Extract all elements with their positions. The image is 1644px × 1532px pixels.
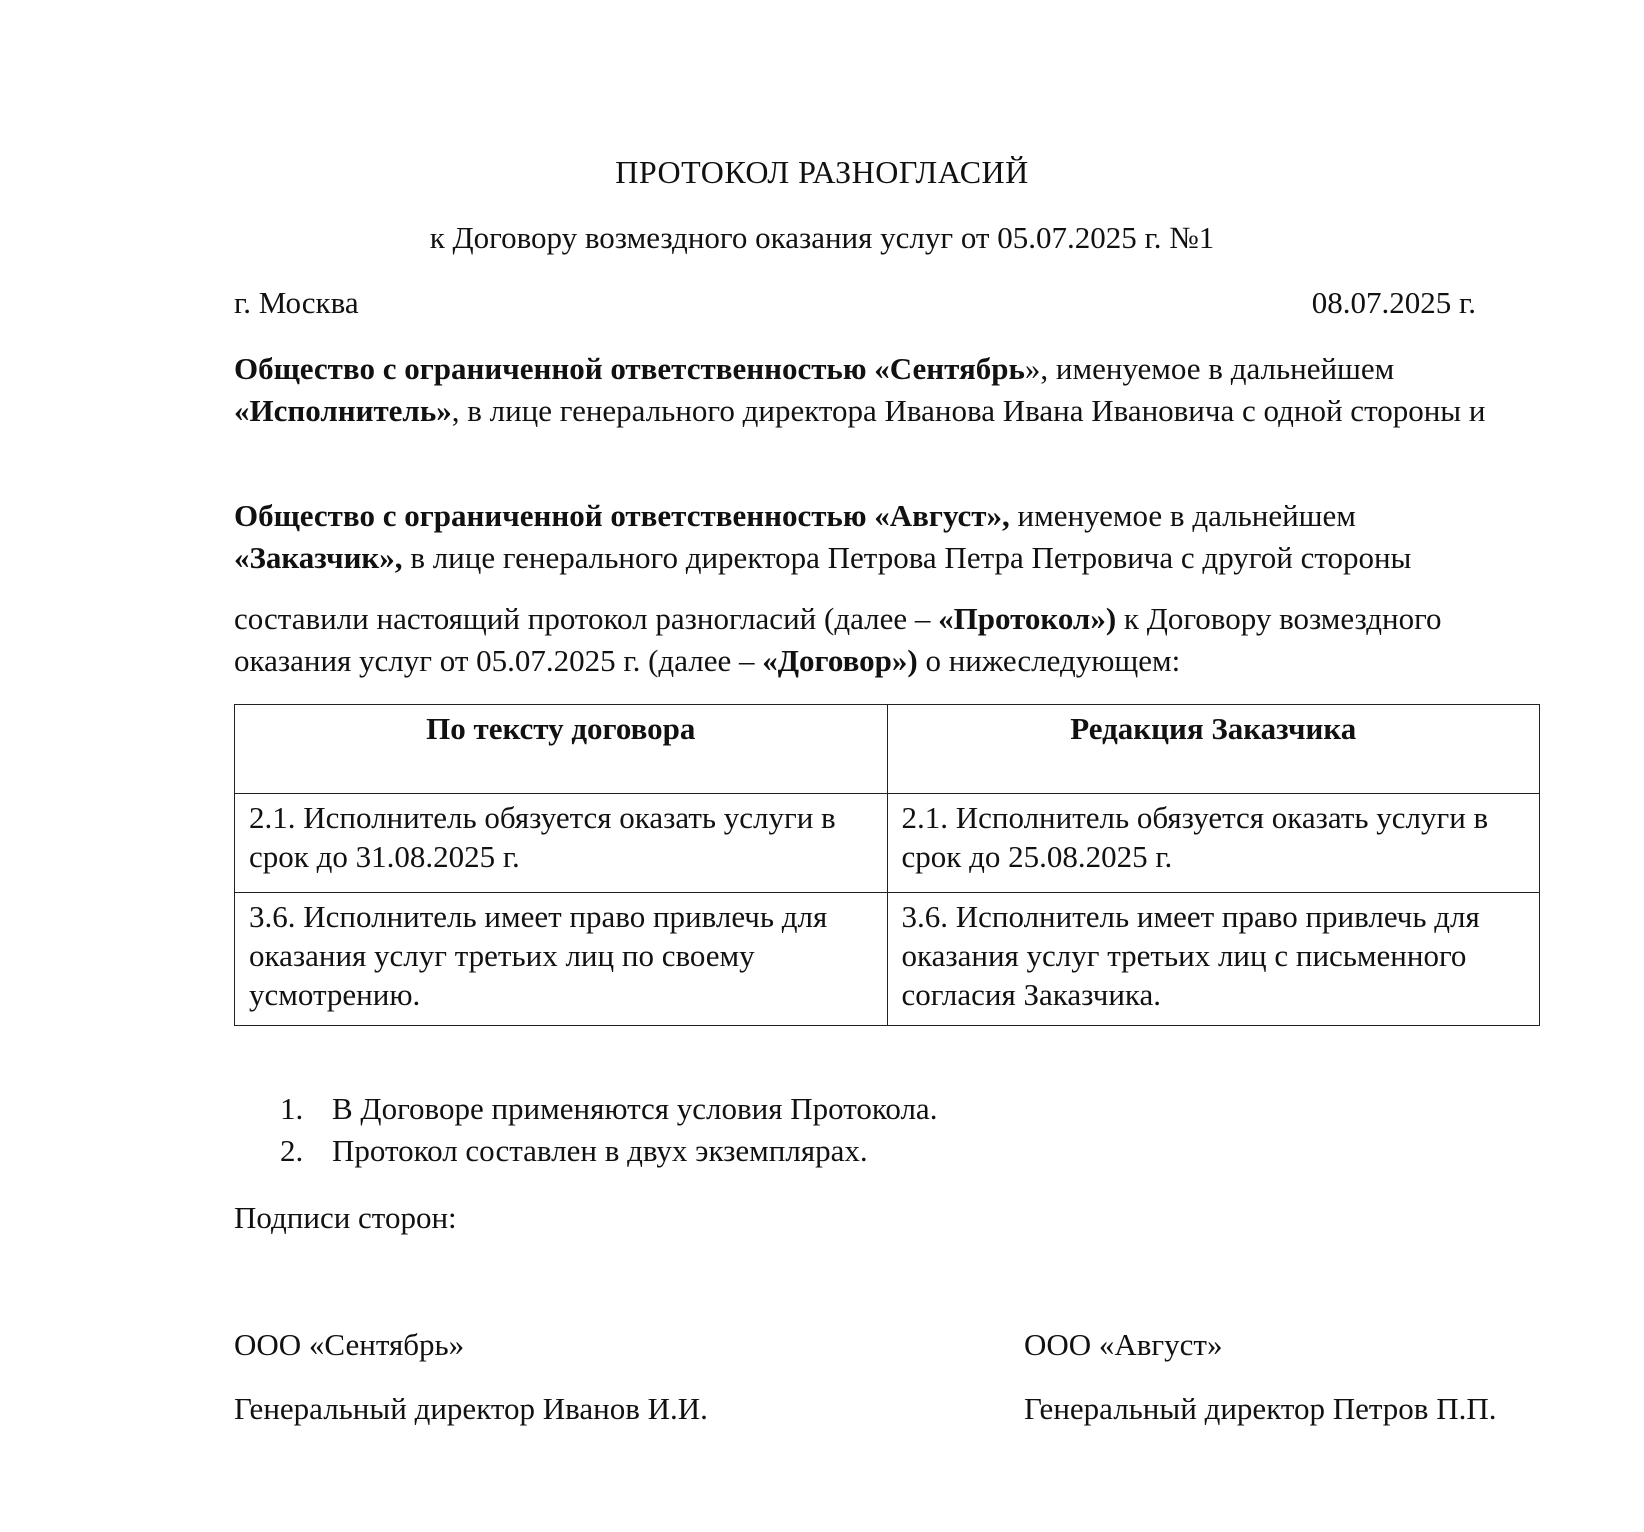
party-executor-role: «Исполнитель» — [234, 393, 452, 428]
table-cell: 3.6. Исполнитель имеет право привлечь для оказания услуг третьих лиц с письменного согласия Заказчика. — [887, 893, 1540, 1026]
party-customer-name: Общество с ограниченной ответственностью «Август», — [234, 498, 1010, 533]
list-item — [280, 1130, 937, 1172]
party-executor-paragraph — [234, 348, 1554, 432]
signature-person: Генеральный директор Иванов И.И. — [234, 1391, 708, 1426]
party-customer-paragraph — [234, 495, 1554, 579]
party-executor-text-a: », именуемое в дальнейшем — [1024, 351, 1395, 386]
list-item-number: 2. — [280, 1133, 304, 1168]
signature-person: Генеральный директор Петров П.П. — [1024, 1391, 1497, 1426]
list-item-text: В Договоре применяются условия Протокола. — [332, 1091, 938, 1126]
party-customer-text-b: в лице генерального директора Петрова Петра Петровича с другой стороны — [402, 540, 1412, 575]
table-header-row — [235, 705, 1540, 794]
table-cell: 3.6. Исполнитель имеет право привлечь для оказания услуг третьих лиц по своему усмотрению. — [235, 893, 888, 1026]
party-executor-name: Общество с ограниченной ответственностью «Сентябрь — [234, 351, 1025, 386]
intro-paragraph — [234, 598, 1554, 682]
list-item-number: 1. — [280, 1091, 304, 1126]
party-customer-text-a: именуемое в дальнейшем — [1009, 498, 1356, 533]
table-header-contract-text: По тексту договора — [235, 705, 888, 794]
party-executor-text-b: , в лице генерального директора Иванова Ивана Ивановича с одной стороны и — [451, 393, 1486, 428]
document-title: ПРОТОКОЛ РАЗНОГЛАСИЙ — [615, 154, 1029, 190]
intro-text-c: о нижеследующем: — [917, 643, 1181, 678]
document-date: 08.07.2025 г. — [1311, 285, 1476, 320]
table-row — [235, 893, 1540, 1026]
table-cell: 2.1. Исполнитель обязуется оказать услуги в срок до 25.08.2025 г. — [887, 794, 1540, 893]
document-subtitle: к Договору возмездного оказания услуг от 05.07.2025 г. №1 — [429, 220, 1215, 255]
signature-org: ООО «Сентябрь» — [234, 1327, 465, 1362]
signature-org: ООО «Август» — [1024, 1327, 1223, 1362]
disagreement-table — [234, 704, 1540, 1026]
signatures-label: Подписи сторон: — [234, 1200, 457, 1235]
party-customer-role: «Заказчик», — [234, 540, 403, 575]
table-row — [235, 794, 1540, 893]
list-item-text: Протокол составлен в двух экземплярах. — [332, 1133, 868, 1168]
intro-contract-term: «Договор») — [762, 643, 918, 678]
terms-list — [280, 1088, 937, 1172]
document-city: г. Москва — [234, 285, 359, 320]
intro-protocol-term: «Протокол») — [938, 601, 1117, 636]
table-header-customer-version: Редакция Заказчика — [887, 705, 1540, 794]
intro-text-b: к Договору возмездного оказания услуг от 05.07.2025 г. (далее – — [234, 601, 1442, 678]
intro-text-a: составили настоящий протокол разногласий (далее – — [234, 601, 939, 636]
list-item — [280, 1088, 937, 1130]
table-cell: 2.1. Исполнитель обязуется оказать услуги в срок до 31.08.2025 г. — [235, 794, 888, 893]
